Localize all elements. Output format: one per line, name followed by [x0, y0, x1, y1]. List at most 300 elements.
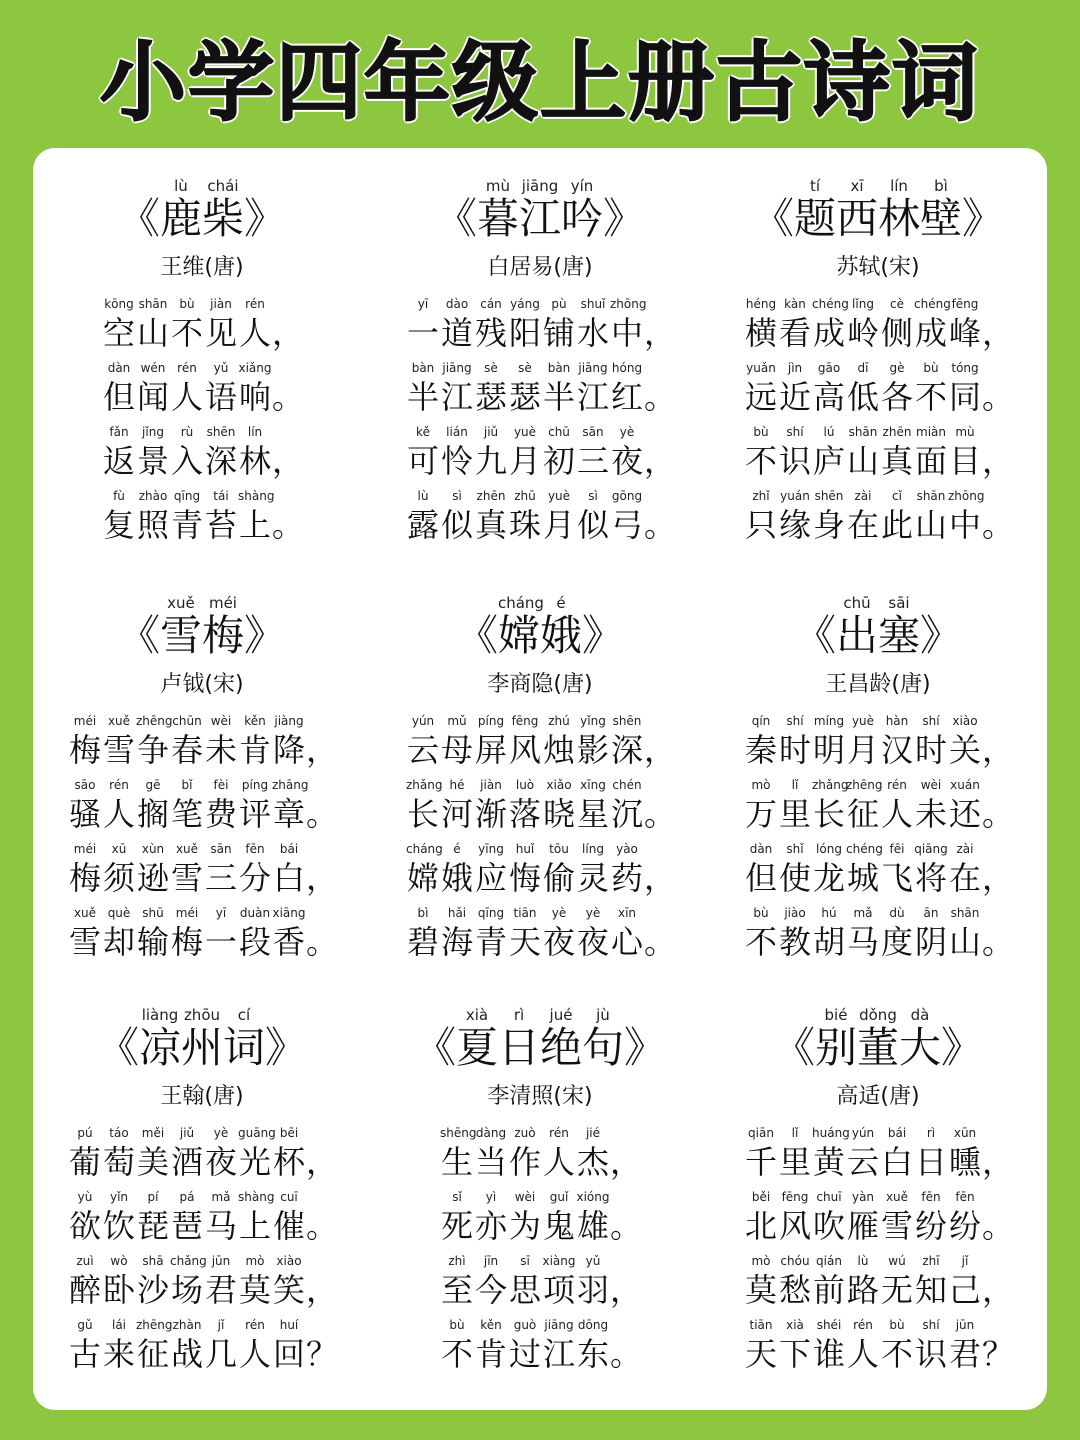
poem-title-block: [773, 1005, 983, 1071]
hanzi-char: 心: [610, 923, 643, 961]
pinyin-syllable: jiāng: [578, 361, 608, 375]
punctuation: ，: [306, 859, 339, 897]
line-pinyin: [440, 1125, 610, 1141]
line-text: [744, 921, 1015, 963]
pinyin-syllable: fēn: [921, 1190, 941, 1204]
pinyin-syllable: yàn: [851, 1190, 875, 1204]
pinyin-syllable: hàn: [885, 714, 909, 728]
pinyin-syllable: méi: [175, 906, 199, 920]
hanzi-char: 不: [440, 1335, 473, 1373]
punctuation: ，: [644, 731, 677, 769]
pinyin-syllable: mǎ: [853, 906, 873, 920]
pinyin-syllable: bù: [889, 1318, 905, 1332]
pinyin-syllable: lín: [890, 177, 908, 195]
poem-line: [744, 488, 1015, 546]
hanzi-char: 深: [204, 442, 237, 480]
pinyin-syllable: yī: [417, 297, 429, 311]
hanzi-char: 未: [914, 795, 947, 833]
punctuation: ，: [306, 1271, 339, 1309]
pinyin-syllable: héng: [745, 297, 777, 311]
hanzi-char: 生: [440, 1143, 473, 1181]
punctuation: 。: [982, 378, 1015, 416]
hanzi-char: 时: [914, 731, 947, 769]
pinyin-syllable: xūn: [953, 1126, 977, 1140]
poem-title-pinyin: [477, 176, 603, 196]
pinyin-syllable: yín: [570, 177, 594, 195]
poem-title-block: [414, 1005, 666, 1071]
hanzi-char: 云: [406, 731, 439, 769]
poem: [33, 1005, 371, 1381]
pinyin-syllable: shā: [142, 1254, 164, 1268]
poem-line: [68, 777, 339, 835]
pinyin-syllable: píng: [477, 714, 505, 728]
hanzi-char: 君: [204, 1271, 237, 1309]
hanzi-char: 中: [948, 506, 981, 544]
line-pinyin: [744, 360, 982, 376]
pinyin-syllable: lián: [446, 425, 468, 439]
pinyin-syllable: bàn: [547, 361, 571, 375]
pinyin-syllable: shí: [786, 425, 804, 439]
pinyin-syllable: fēng: [781, 1190, 809, 1204]
hanzi-char: 残: [474, 314, 507, 352]
hanzi-char: 亦: [474, 1207, 507, 1245]
poem-title-block: [97, 1005, 307, 1071]
pinyin-syllable: qiān: [748, 1126, 774, 1140]
hanzi-char: 知: [914, 1271, 947, 1309]
hanzi-char: 无: [880, 1271, 913, 1309]
line-pinyin: [744, 1189, 982, 1205]
hanzi-char: 青: [474, 923, 507, 961]
pinyin-syllable: miàn: [916, 425, 946, 439]
poem: [33, 593, 371, 969]
poem-title-pinyin: [160, 593, 244, 613]
hanzi-char: 空: [102, 314, 135, 352]
hanzi-char: 此: [880, 506, 913, 544]
pinyin-syllable: rén: [245, 1318, 265, 1332]
hanzi-char: 真: [880, 442, 913, 480]
pinyin-syllable: zhōng: [948, 489, 985, 503]
pinyin-syllable: sì: [588, 489, 598, 503]
hanzi-char: 长: [406, 795, 439, 833]
poem-lines: [102, 296, 305, 552]
pinyin-syllable: tiān: [513, 906, 537, 920]
hanzi-char: 身: [812, 506, 845, 544]
pinyin-syllable: zhēng: [846, 778, 883, 792]
pinyin-syllable: táo: [109, 1126, 129, 1140]
pinyin-syllable: yún: [411, 714, 435, 728]
hanzi-char: 嫦: [406, 859, 439, 897]
pinyin-syllable: duàn: [239, 906, 271, 920]
hanzi-char: 一: [406, 314, 439, 352]
pinyin-syllable: shān: [138, 297, 168, 311]
poem-title: 《凉州词》: [96, 1023, 307, 1072]
hanzi-char: 关: [948, 731, 981, 769]
line-pinyin: [68, 1317, 306, 1333]
poem-title: 《题西林壁》: [751, 194, 1004, 243]
pinyin-syllable: qín: [751, 714, 771, 728]
pinyin-syllable: yè: [619, 425, 635, 439]
hanzi-char: 城: [846, 859, 879, 897]
hanzi-char: 琵: [136, 1207, 169, 1245]
hanzi-char: 道: [440, 314, 473, 352]
pinyin-syllable: lóng: [816, 842, 842, 856]
hanzi-char: 项: [542, 1271, 575, 1309]
pinyin-syllable: jiàn: [480, 778, 502, 792]
hanzi-char: 星: [576, 795, 609, 833]
pinyin-syllable: shēn: [814, 489, 844, 503]
hanzi-char: 来: [102, 1335, 135, 1373]
pinyin-syllable: zhēng: [136, 1318, 173, 1332]
hanzi-char: 明: [812, 731, 845, 769]
pinyin-syllable: sì: [452, 489, 462, 503]
hanzi-char: 娥: [440, 859, 473, 897]
poem-title-block: [118, 176, 286, 242]
poem-lines: [744, 296, 1015, 552]
pinyin-syllable: shàng: [238, 489, 275, 503]
hanzi-char: 中: [610, 314, 643, 352]
pinyin-syllable: yuè: [851, 714, 875, 728]
pinyin-syllable: bù: [753, 906, 769, 920]
pinyin-syllable: yuán: [780, 489, 810, 503]
pinyin-syllable: fēn: [955, 1190, 975, 1204]
pinyin-syllable: shí: [922, 714, 940, 728]
hanzi-char: 语: [204, 378, 237, 416]
pinyin-syllable: shān: [916, 489, 946, 503]
pinyin-syllable: dào: [445, 297, 469, 311]
hanzi-char: 沉: [610, 795, 643, 833]
poem-lines: [406, 713, 677, 969]
line-text: [406, 504, 677, 546]
hanzi-char: 三: [576, 442, 609, 480]
punctuation: 。: [272, 378, 305, 416]
hanzi-char: 三: [204, 859, 237, 897]
poem-line: [744, 1125, 1015, 1183]
hanzi-char: 人: [846, 1335, 879, 1373]
hanzi-char: 雪: [102, 731, 135, 769]
poem-line: [744, 713, 1015, 771]
punctuation: 。: [306, 1207, 339, 1245]
poem-title-block: [794, 593, 962, 659]
line-text: [440, 1141, 643, 1183]
poem-line: [406, 424, 677, 482]
hanzi-char: 千: [744, 1143, 777, 1181]
pinyin-syllable: qīng: [477, 906, 505, 920]
pinyin-syllable: yù: [77, 1190, 93, 1204]
line-pinyin: [102, 488, 275, 504]
hanzi-char: 雄: [576, 1207, 609, 1245]
pinyin-syllable: chū: [843, 594, 871, 612]
poem-line: [744, 360, 1015, 418]
hanzi-char: 思: [508, 1271, 541, 1309]
poem: [709, 593, 1047, 969]
hanzi-char: 瑟: [474, 378, 507, 416]
pinyin-syllable: zhāng: [272, 778, 309, 792]
hanzi-char: 胡: [812, 923, 845, 961]
pinyin-syllable: lù: [417, 489, 429, 503]
pinyin-syllable: líng: [582, 842, 604, 856]
pinyin-syllable: lái: [111, 1318, 127, 1332]
hanzi-char: 母: [440, 731, 473, 769]
pinyin-syllable: fèi: [213, 778, 229, 792]
hanzi-char: 月: [846, 731, 879, 769]
poem-line: [440, 1253, 643, 1311]
hanzi-char: 碧: [406, 923, 439, 961]
line-pinyin: [406, 296, 647, 312]
pinyin-syllable: fēng: [511, 714, 539, 728]
hanzi-char: 古: [68, 1335, 101, 1373]
pinyin-syllable: rén: [177, 361, 197, 375]
hanzi-char: 但: [744, 859, 777, 897]
hanzi-char: 人: [102, 795, 135, 833]
poem-author: 王昌龄(唐): [825, 672, 931, 697]
pinyin-syllable: xuě: [175, 842, 199, 856]
line-text: [68, 793, 339, 835]
poem-line: [68, 1317, 339, 1375]
pinyin-syllable: dà: [910, 1006, 930, 1024]
pinyin-syllable: chǎng: [170, 1254, 207, 1268]
hanzi-char: 纷: [914, 1207, 947, 1245]
hanzi-char: 梅: [68, 859, 101, 897]
pinyin-syllable: dàn: [749, 842, 773, 856]
line-pinyin: [744, 296, 982, 312]
pinyin-syllable: bù: [753, 425, 769, 439]
pinyin-syllable: chéng: [914, 297, 951, 311]
hanzi-char: 输: [136, 923, 169, 961]
hanzi-char: 鬼: [542, 1207, 575, 1245]
pinyin-syllable: dù: [889, 906, 905, 920]
pinyin-syllable: zhēn: [882, 425, 912, 439]
pinyin-syllable: xiǎo: [546, 778, 572, 792]
hanzi-char: 己: [948, 1271, 981, 1309]
pinyin-syllable: cè: [890, 297, 904, 311]
punctuation: ，: [982, 1143, 1015, 1181]
pinyin-syllable: zhǎng: [406, 778, 443, 792]
hanzi-char: 烛: [542, 731, 575, 769]
hanzi-char: 肯: [474, 1335, 507, 1373]
pinyin-syllable: xià: [465, 1006, 489, 1024]
pinyin-syllable: bì: [934, 177, 948, 195]
line-text: [102, 312, 305, 354]
line-pinyin: [406, 777, 644, 793]
hanzi-char: 降: [272, 731, 305, 769]
pinyin-syllable: tóng: [951, 361, 979, 375]
hanzi-char: 响: [238, 378, 271, 416]
poem: [371, 176, 709, 552]
hanzi-char: 未: [204, 731, 237, 769]
poem-line: [68, 905, 339, 963]
punctuation: ，: [272, 314, 305, 352]
line-text: [68, 1269, 339, 1311]
pinyin-syllable: chái: [207, 177, 239, 195]
poem-line: [68, 713, 339, 771]
hanzi-char: 侧: [880, 314, 913, 352]
hanzi-char: 苔: [204, 506, 237, 544]
hanzi-char: 征: [136, 1335, 169, 1373]
hanzi-char: 催: [272, 1207, 305, 1245]
pinyin-syllable: rén: [109, 778, 129, 792]
pinyin-syllable: bì: [417, 906, 429, 920]
punctuation: 。: [306, 795, 339, 833]
poem-line: [102, 424, 305, 482]
pinyin-syllable: lǐ: [791, 778, 799, 792]
pinyin-syllable: qīng: [173, 489, 201, 503]
pinyin-syllable: gè: [889, 361, 905, 375]
hanzi-char: 饮: [102, 1207, 135, 1245]
line-text: [68, 729, 339, 771]
hanzi-char: 岭: [846, 314, 879, 352]
pinyin-syllable: měi: [141, 1126, 165, 1140]
hanzi-char: 目: [948, 442, 981, 480]
pinyin-syllable: dī: [857, 361, 869, 375]
hanzi-char: 醉: [68, 1271, 101, 1309]
hanzi-char: 阳: [508, 314, 541, 352]
pinyin-syllable: qiāng: [914, 842, 948, 856]
hanzi-char: 庐: [812, 442, 845, 480]
pinyin-syllable: fēi: [889, 842, 905, 856]
line-pinyin: [68, 1253, 306, 1269]
pinyin-syllable: shàng: [238, 1190, 275, 1204]
hanzi-char: 落: [508, 795, 541, 833]
hanzi-char: 江: [542, 1335, 575, 1373]
poem-title: 《雪梅》: [117, 611, 286, 660]
hanzi-char: 萄: [102, 1143, 135, 1181]
hanzi-char: 似: [440, 506, 473, 544]
hanzi-char: 琶: [170, 1207, 203, 1245]
line-text: [68, 1205, 339, 1247]
hanzi-char: 须: [102, 859, 135, 897]
pinyin-syllable: é: [453, 842, 461, 856]
hanzi-char: 见: [204, 314, 237, 352]
line-text: [406, 729, 677, 771]
pinyin-syllable: mù: [955, 425, 975, 439]
hanzi-char: 肯: [238, 731, 271, 769]
pinyin-syllable: xuě: [107, 714, 131, 728]
pinyin-syllable: shū: [142, 906, 164, 920]
hanzi-char: 征: [846, 795, 879, 833]
pinyin-syllable: jǐ: [217, 1318, 225, 1332]
hanzi-char: 度: [880, 923, 913, 961]
hanzi-char: 风: [778, 1207, 811, 1245]
line-text: [744, 312, 1015, 354]
poem-line: [406, 488, 677, 546]
pinyin-syllable: wèi: [210, 714, 232, 728]
pinyin-syllable: jiāng: [544, 1318, 574, 1332]
poem-author: 高适(唐): [836, 1084, 920, 1109]
pinyin-syllable: lú: [823, 425, 835, 439]
hanzi-char: 远: [744, 378, 777, 416]
pinyin-syllable: xīng: [580, 778, 606, 792]
pinyin-syllable: huǐ: [515, 842, 535, 856]
pinyin-syllable: míng: [813, 714, 845, 728]
pinyin-syllable: xuě: [73, 906, 97, 920]
hanzi-char: 瑟: [508, 378, 541, 416]
hanzi-char: 沙: [136, 1271, 169, 1309]
poem-title: 《鹿柴》: [117, 194, 286, 243]
line-text: [744, 1333, 1015, 1375]
punctuation: 。: [982, 506, 1015, 544]
hanzi-char: 偷: [542, 859, 575, 897]
hanzi-char: 回: [272, 1335, 305, 1373]
poem-line: [744, 841, 1015, 899]
poem-line: [68, 1253, 339, 1311]
hanzi-char: 分: [238, 859, 271, 897]
pinyin-syllable: rén: [245, 297, 265, 311]
pinyin-syllable: é: [556, 594, 566, 612]
hanzi-char: 马: [204, 1207, 237, 1245]
line-pinyin: [102, 424, 272, 440]
line-pinyin: [68, 905, 306, 921]
pinyin-syllable: chūn: [172, 714, 202, 728]
hanzi-char: 下: [778, 1335, 811, 1373]
hanzi-char: 青: [170, 506, 203, 544]
hanzi-char: 前: [812, 1271, 845, 1309]
hanzi-char: 水: [576, 314, 609, 352]
hanzi-char: 笔: [170, 795, 203, 833]
hanzi-char: 羽: [576, 1271, 609, 1309]
poem-title-pinyin: [456, 1005, 624, 1025]
poem-title-pinyin: [794, 176, 962, 196]
hanzi-char: 入: [170, 442, 203, 480]
hanzi-char: 识: [914, 1335, 947, 1373]
hanzi-char: 美: [136, 1143, 169, 1181]
pinyin-syllable: zuò: [514, 1126, 536, 1140]
poem-author: 李清照(宋): [487, 1084, 593, 1109]
pinyin-syllable: yuǎn: [746, 361, 776, 375]
hanzi-char: 却: [102, 923, 135, 961]
pinyin-syllable: jiào: [784, 906, 806, 920]
hanzi-char: 应: [474, 859, 507, 897]
line-text: [744, 376, 1015, 418]
hanzi-char: 莫: [238, 1271, 271, 1309]
pinyin-syllable: shēn: [612, 714, 642, 728]
hanzi-char: 云: [846, 1143, 879, 1181]
line-text: [68, 1333, 339, 1375]
pinyin-syllable: dōng: [577, 1318, 609, 1332]
pinyin-syllable: kěn: [480, 1318, 502, 1332]
pinyin-syllable: yuè: [513, 425, 537, 439]
hanzi-char: 可: [406, 442, 439, 480]
pinyin-syllable: jù: [596, 1006, 610, 1024]
hanzi-char: 山: [846, 442, 879, 480]
hanzi-char: 过: [508, 1335, 541, 1373]
line-text: [68, 857, 339, 899]
pinyin-syllable: jiǔ: [179, 1126, 195, 1140]
poem-line: [406, 360, 677, 418]
hanzi-char: 不: [170, 314, 203, 352]
pinyin-syllable: sān: [582, 425, 604, 439]
hanzi-char: 雁: [846, 1207, 879, 1245]
poem-lines: [68, 1125, 339, 1381]
punctuation: ，: [306, 731, 339, 769]
hanzi-char: 山: [914, 506, 947, 544]
poem-line: [406, 905, 677, 963]
pinyin-syllable: liàng: [141, 1006, 179, 1024]
line-text: [406, 921, 677, 963]
pinyin-syllable: mǎ: [211, 1190, 231, 1204]
line-text: [440, 1205, 643, 1247]
hanzi-char: 梅: [170, 923, 203, 961]
hanzi-char: 月: [508, 442, 541, 480]
pinyin-syllable: wú: [888, 1254, 906, 1268]
pinyin-syllable: tōu: [549, 842, 569, 856]
line-text: [102, 376, 305, 418]
hanzi-char: 春: [170, 731, 203, 769]
poem-title-pinyin: [836, 593, 920, 613]
punctuation: 。: [610, 1207, 643, 1245]
pinyin-syllable: lù: [174, 177, 188, 195]
hanzi-char: 战: [170, 1335, 203, 1373]
pinyin-syllable: xià: [786, 1318, 804, 1332]
